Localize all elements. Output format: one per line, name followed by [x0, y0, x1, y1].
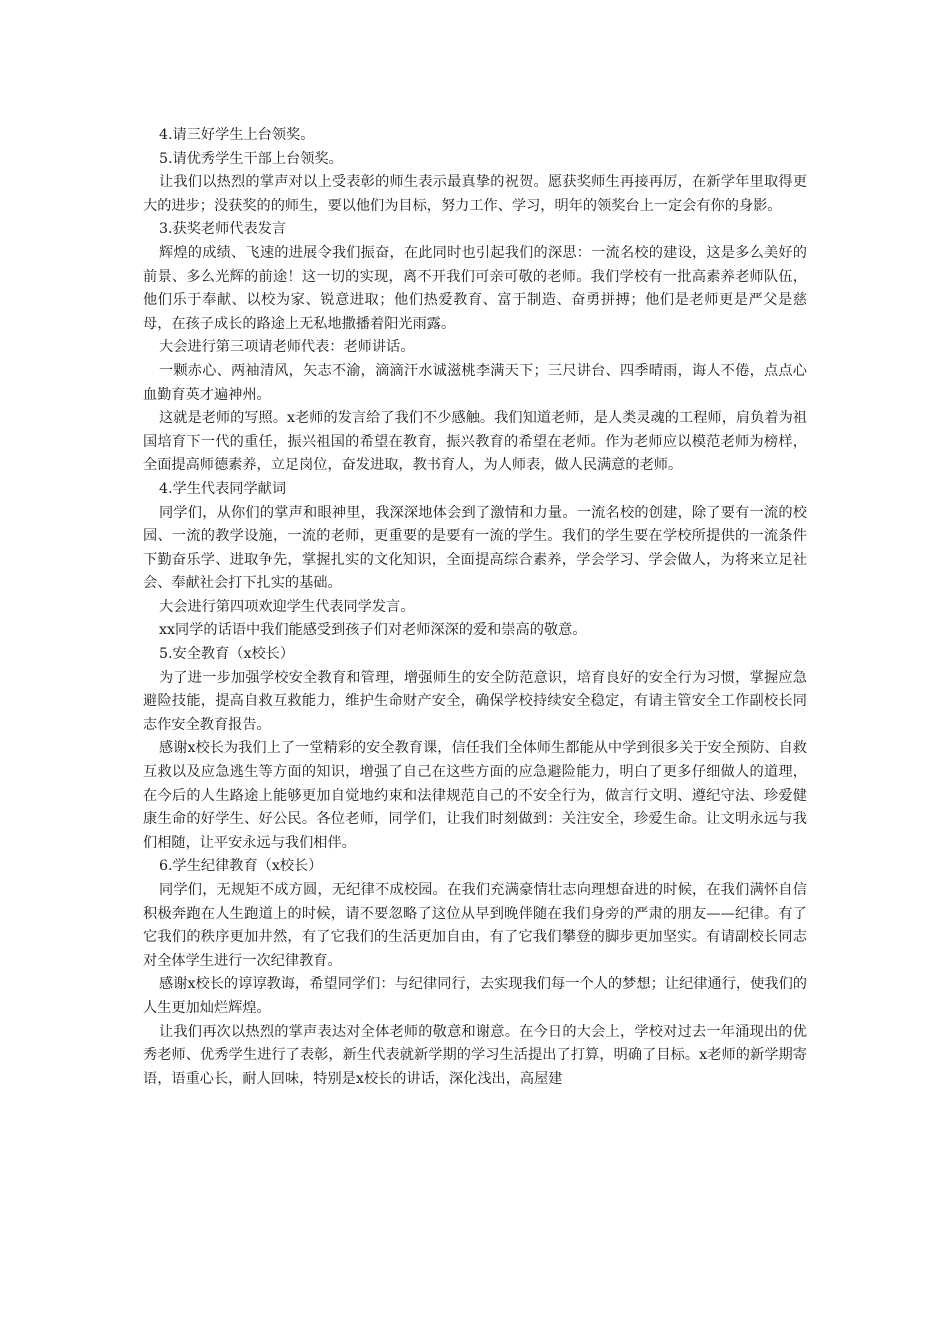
paragraph-teacher-tribute: 一颗赤心、两袖清风，矢志不渝，滴滴汗水诚滋桃李满天下；三尺讲台、四季晴雨，诲人不倦，点点心血勤育英才遍神州。 — [143, 362, 807, 403]
paragraph-student-thanks: xx同学的话语中我们能感受到孩子们对老师深深的爱和崇高的敬意。 — [159, 622, 587, 639]
paragraph-teacher-portrait: 这就是老师的写照。x老师的发言给了我们不少感触。我们知道老师，是人类灵魂的工程师，肩负着为祖国培育下一代的重任，振兴祖国的希望在教育，振兴教育的希望在老师。作为老师应以模范老师为榜样，全面提高师德素养，立足岗位，奋发进取，教书育人，为人师表，做人民满意的老师。 — [143, 410, 807, 474]
paragraph-discipline-thanks: 感谢x校长的谆谆教诲，希望同学们：与纪律同行，去实现我们每一个人的梦想；让纪律通行，使我们的人生更加灿烂辉煌。 — [143, 976, 807, 1016]
paragraph-congratulations: 让我们以热烈的掌声对以上受表彰的师生表示最真挚的祝贺。愿获奖师生再接再厉，在新学年里取得更大的进步；没获奖的的师生，要以他们为目标，努力工作、学习，明年的领奖台上一定会有你的身影。 — [143, 174, 807, 214]
paragraph-discipline-intro: 同学们，无规矩不成方圆，无纪律不成校园。在我们充满豪情壮志向理想奋进的时候，在我们满怀自信积极奔跑在人生跑道上的时候，请不要忽略了这位从早到晚伴随在我们身旁的严肃的朋友——纪律。有了它我们的秩序更加井然，有了它我们的生活更加自由，有了它我们攀登的脚步更加坚实。有请副校长同志对全体学生进行一次纪律教育。 — [143, 882, 807, 969]
document-page — [143, 124, 807, 1091]
paragraph-achievements: 辉煌的成绩、飞速的进展令我们振奋，在此同时也引起我们的深思：一流名校的建设，这是多么美好的前景、多么光辉的前途！这一切的实现，离不开我们可亲可敬的老师。我们学校有一批高素养老师队伍，他们乐于奉献、以校为家、锐意进取；他们热爱教育、富于制造、奋勇拼搏；他们是老师更是严父是慈母，在孩子成长的路途上无私地撒播着阳光雨露。 — [143, 244, 807, 332]
paragraph-safety-thanks: 感谢x校长为我们上了一堂精彩的安全教育课，信任我们全体师生都能从中学到很多关于安全预防、自救互救以及应急逃生等方面的知识，增强了自己在这些方面的应急避险能力，明白了更多仔细做人的道理，在今后的人生路途上能够更加自觉地约束和法律规范自己的不安全行为，做言行文明、遵纪守法、珍爱健康生命的好学生、好公民。各位老师，同学们，让我们时刻做到：关注安全，珍爱生命。让文明永远与我们相随，让平安永远与我们相伴。 — [143, 740, 807, 851]
heading-student-speech: 4.学生代表同学献词 — [159, 480, 287, 497]
paragraph-agenda-item-four: 大会进行第四项欢迎学生代表同学发言。 — [159, 598, 415, 615]
heading-safety-education: 5.安全教育（x校长） — [159, 646, 295, 663]
paragraph-student-address: 同学们，从你们的掌声和眼神里，我深深地体会到了激情和力量。一流名校的创建，除了要有一流的校园、一流的教学设施，一流的老师，更重要的是要有一流的学生。我们的学生要在学校所提供的一流条件下勤奋乐学、进取争先，掌握扎实的文化知识，全面提高综合素养，学会学习、学会做人，为将来立足社会、奉献社会打下扎实的基础。 — [143, 504, 807, 592]
item-award-merit-students: 4.请三好学生上台领奖。 — [159, 127, 315, 143]
heading-teacher-speech: 3.获奖老师代表发言 — [159, 221, 287, 238]
paragraph-agenda-item-three: 大会进行第三项请老师代表：老师讲话。 — [159, 339, 415, 356]
paragraph-closing: 让我们再次以热烈的掌声表达对全体老师的敬意和谢意。在今日的大会上，学校对过去一年涌现出的优秀老师、优秀学生进行了表彰，新生代表就新学期的学习生活提出了打算，明确了目标。x老师的新学期寄语，语重心长，耐人回味，特别是x校长的讲话，深化浅出，高屋建 — [143, 1023, 807, 1087]
paragraph-safety-intro: 为了进一步加强学校安全教育和管理，增强师生的安全防范意识，培育良好的安全行为习惯，掌握应急避险技能，提高自救互救能力，维护生命财产安全，确保学校持续安全稳定，有请主管安全工作副校长同志作安全教育报告。 — [143, 669, 807, 733]
item-award-student-leaders: 5.请优秀学生干部上台领奖。 — [159, 150, 343, 167]
heading-discipline-education: 6.学生纪律教育（x校长） — [159, 858, 323, 875]
